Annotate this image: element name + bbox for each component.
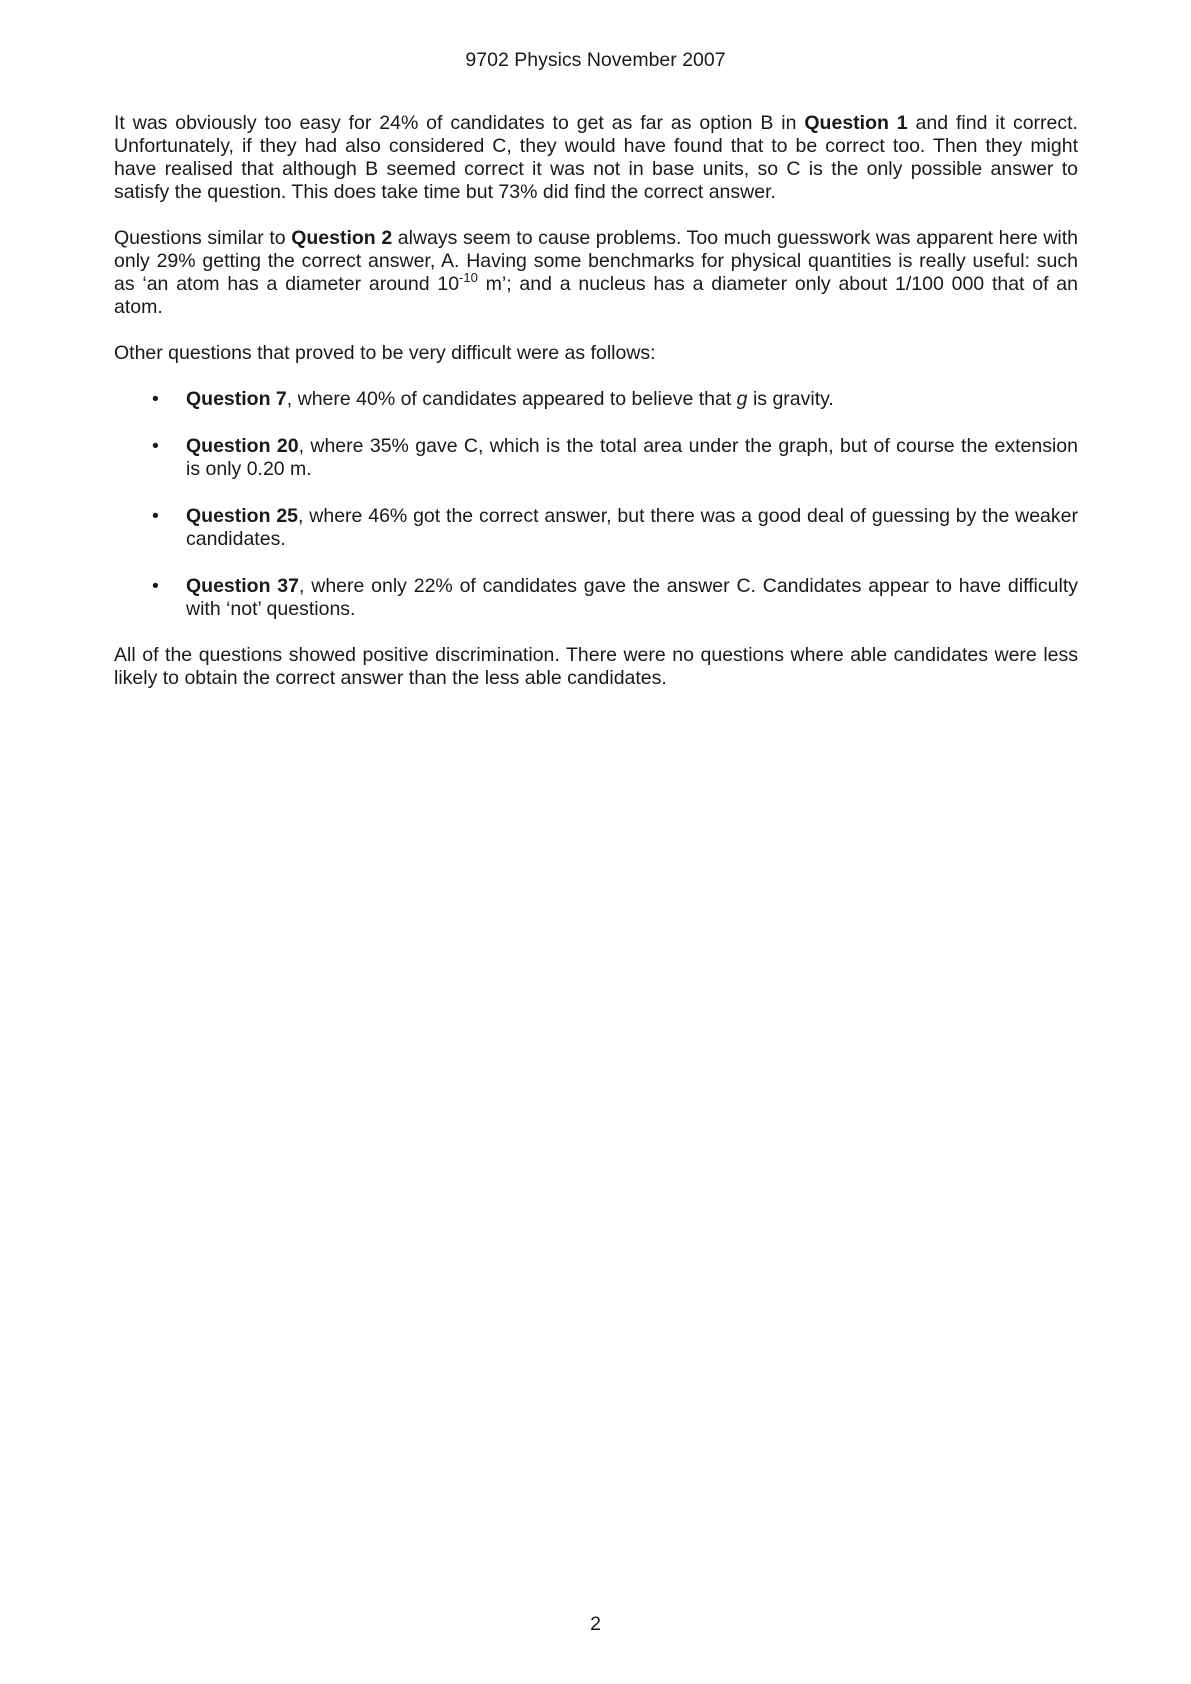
paragraph-question-1	[114, 112, 1078, 204]
page-number: 2	[590, 1613, 601, 1635]
italic-symbol: g	[736, 388, 748, 410]
question-reference: Question 20	[186, 435, 299, 457]
difficult-questions-list	[114, 388, 1078, 621]
list-item	[114, 505, 1078, 551]
paragraph-text: Other questions that proved to be very difficult were as follows:	[114, 342, 656, 364]
paragraph-discrimination	[114, 644, 1078, 690]
bullet-icon: •	[152, 435, 159, 457]
header-title: 9702 Physics November 2007	[465, 49, 726, 71]
list-item-text: , where 35% gave C, which is the total area under the graph, but of course the extension is only 0.20 m.	[186, 435, 1078, 480]
paragraph-text: It was obviously too easy for 24% of candidates to get as far as option B in	[114, 112, 805, 134]
list-item-text: , where only 22% of candidates gave the answer C. Candidates appear to have difficulty with ‘not’ questions.	[186, 575, 1078, 620]
list-item-text: , where 40% of candidates appeared to believe that	[286, 388, 737, 410]
paragraph-question-2	[114, 227, 1078, 319]
page-header	[0, 48, 1191, 72]
question-reference: Question 25	[186, 505, 299, 527]
bullet-icon: •	[152, 575, 159, 597]
paragraph-text: Questions similar to	[114, 227, 292, 249]
list-item-text: is gravity.	[747, 388, 834, 410]
paragraph-text: always seem to cause problems. Too much guesswork was apparent here with only 29% getting the correct answer, A. Having some benchmarks for physical quantities is really useful: such as ‘an atom has a diameter around 10	[114, 227, 1078, 295]
exponent: -10	[459, 270, 478, 285]
question-reference: Question 37	[186, 575, 300, 597]
document-body	[114, 112, 1078, 713]
paragraph-text: m’; and a nucleus has a diameter only about 1/100 000 that of an atom.	[114, 273, 1078, 318]
page-footer	[0, 1612, 1191, 1636]
question-reference: Question 1	[804, 112, 908, 134]
paragraph-difficult-intro	[114, 342, 1078, 365]
paragraph-text: All of the questions showed positive discrimination. There were no questions where able candidates were less likely to obtain the correct answer than the less able candidates.	[114, 644, 1078, 689]
list-item-text: , where 46% got the correct answer, but there was a good deal of guessing by the weaker candidates.	[186, 505, 1078, 550]
list-item	[114, 388, 1078, 411]
question-reference: Question 7	[186, 388, 287, 410]
bullet-icon: •	[152, 388, 159, 410]
bullet-icon: •	[152, 505, 159, 527]
paragraph-text: and find it correct. Unfortunately, if they had also considered C, they would have found that to be correct too. Then they might have realised that although B seemed correct it was not in base units, so C is the only possible answer to satisfy the question. This does take time but 73% did find the correct answer.	[114, 112, 1078, 203]
list-item	[114, 435, 1078, 481]
list-item	[114, 575, 1078, 621]
question-reference: Question 2	[291, 227, 393, 249]
